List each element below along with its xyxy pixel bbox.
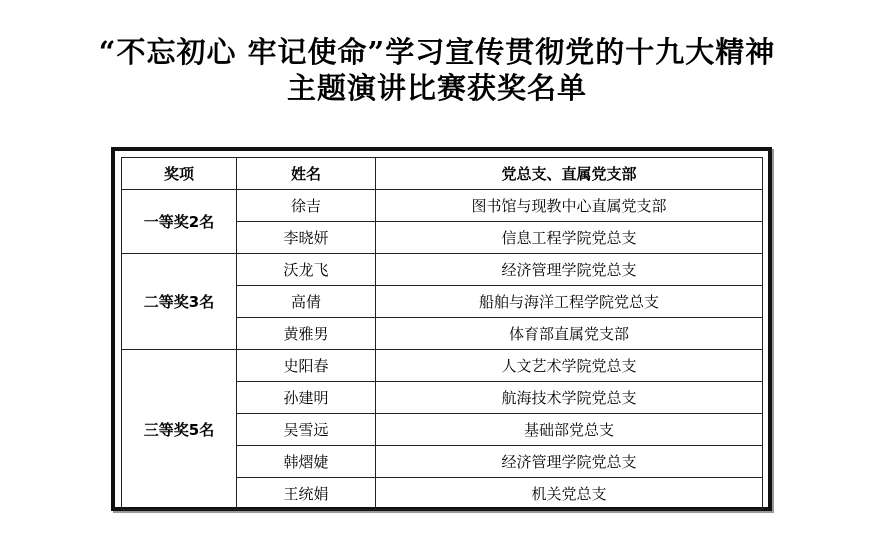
header-unit: 党总支、直属党支部 [376, 158, 763, 190]
winner-unit: 经济管理学院党总支 [376, 254, 763, 286]
winner-name: 黄雅男 [237, 318, 376, 350]
winner-unit: 基础部党总支 [376, 414, 763, 446]
table-row [122, 190, 763, 222]
prize-third: 三等奖5名 [122, 350, 237, 510]
winner-unit: 航海技术学院党总支 [376, 382, 763, 414]
winner-name: 史阳春 [237, 350, 376, 382]
winner-unit: 信息工程学院党总支 [376, 222, 763, 254]
table-body [122, 190, 763, 510]
award-table [121, 157, 763, 510]
winner-name: 徐吉 [237, 190, 376, 222]
header-name: 姓名 [237, 158, 376, 190]
winner-unit: 图书馆与现教中心直属党支部 [376, 190, 763, 222]
header-prize: 奖项 [122, 158, 237, 190]
title-line-2: 主题演讲比赛获奖名单 [286, 71, 587, 105]
winner-name: 高倩 [237, 286, 376, 318]
table-row [122, 254, 763, 286]
award-table-frame [111, 147, 772, 511]
winner-name: 韩熠婕 [237, 446, 376, 478]
table-header [122, 158, 763, 190]
winner-unit: 人文艺术学院党总支 [376, 350, 763, 382]
winner-name: 吴雪远 [237, 414, 376, 446]
title-line-1: “不忘初心 牢记使命”学习宣传贯彻党的十九大精神 [98, 35, 776, 69]
winner-name: 沃龙飞 [237, 254, 376, 286]
prize-second: 二等奖3名 [122, 254, 237, 350]
header-row [122, 158, 763, 190]
prize-first: 一等奖2名 [122, 190, 237, 254]
winner-unit: 经济管理学院党总支 [376, 446, 763, 478]
page-title [0, 34, 874, 106]
winner-name: 孙建明 [237, 382, 376, 414]
winner-name: 李晓妍 [237, 222, 376, 254]
winner-unit: 船舶与海洋工程学院党总支 [376, 286, 763, 318]
winner-unit: 机关党总支 [376, 478, 763, 510]
table-row [122, 350, 763, 382]
winner-unit: 体育部直属党支部 [376, 318, 763, 350]
winner-name: 王统娟 [237, 478, 376, 510]
